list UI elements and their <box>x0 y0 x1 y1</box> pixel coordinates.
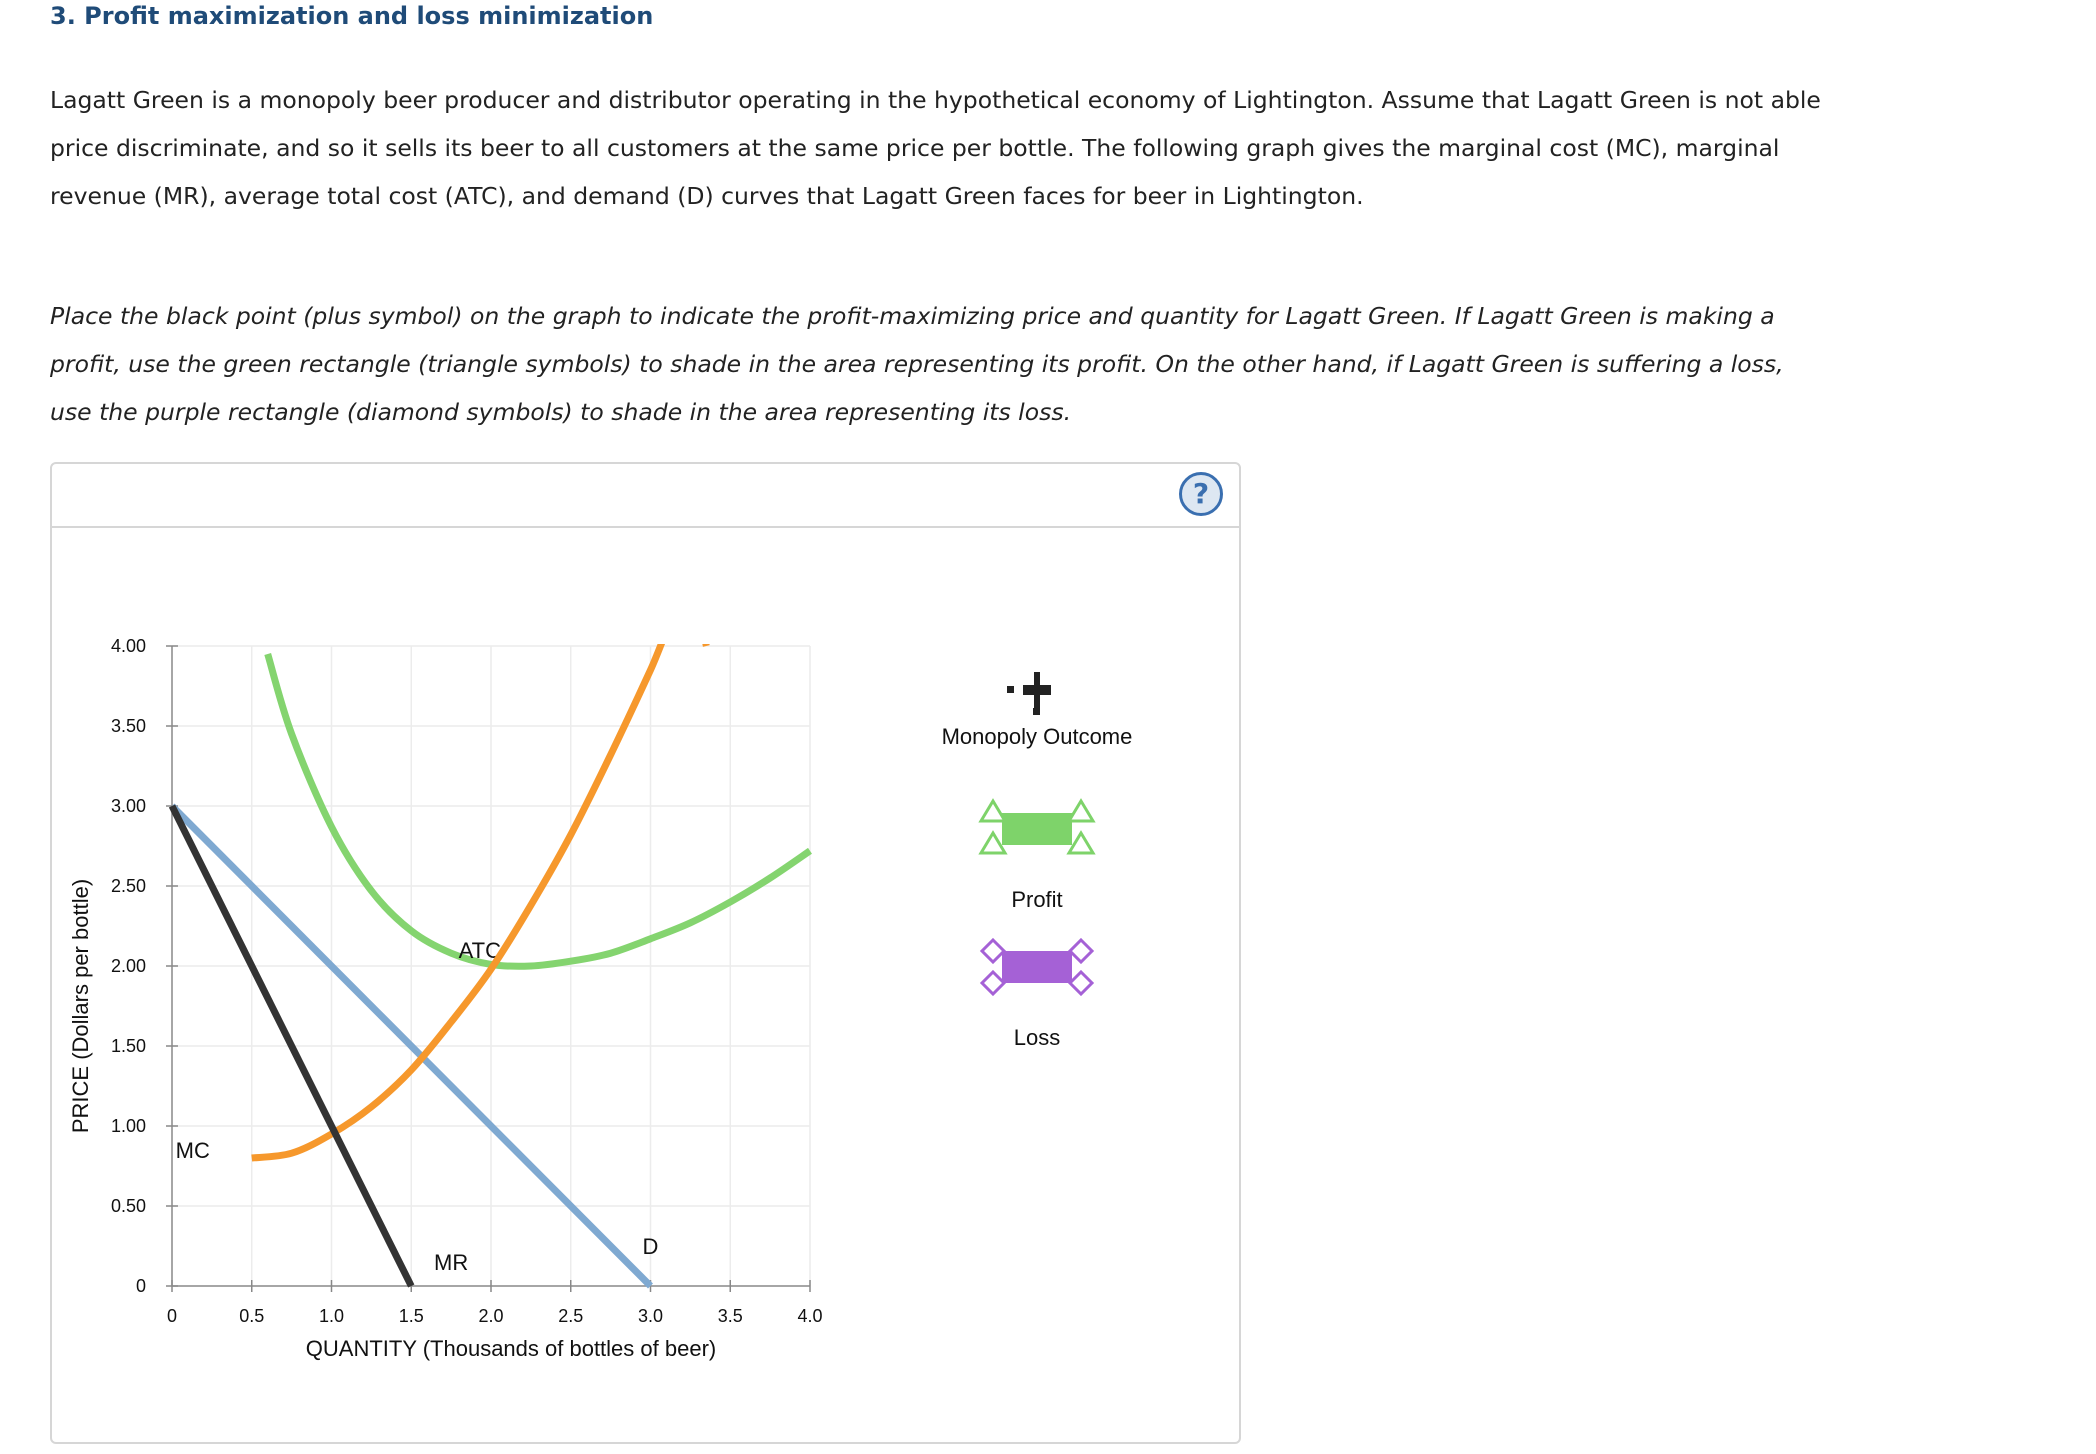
plus-point-icon[interactable] <box>1033 708 1040 715</box>
y-tick-label: 3.00 <box>110 796 146 816</box>
question-text-line: Lagatt Green is a monopoly beer producer and distributor operating in the hypothetical economy of Lightington. Assume that Lagatt Green is not able <box>50 86 1821 114</box>
y-tick-label: 1.50 <box>110 1036 146 1056</box>
purple-rectangle-diamonds-icon[interactable] <box>1002 951 1072 983</box>
y-tick-label: 2.50 <box>110 876 146 896</box>
mc-curve-label: MC <box>175 1138 210 1163</box>
triangle-handle-icon[interactable] <box>981 833 1005 853</box>
x-tick-label: 2.0 <box>478 1306 504 1326</box>
graph-canvas[interactable] <box>52 464 1239 1442</box>
page-title: 3. Profit maximization and loss minimization <box>50 2 654 30</box>
legend-label-profit: Profit <box>1011 887 1063 912</box>
y-tick-label: 3.50 <box>110 716 146 736</box>
legend-label-monopoly-outcome: Monopoly Outcome <box>941 724 1133 749</box>
instructions-text <box>50 292 1900 436</box>
y-tick-label: 0 <box>135 1276 146 1296</box>
atc-curve-label: ATC <box>458 938 502 963</box>
question-text-line: price discriminate, and so it sells its beer to all customers at the same price per bottle. The following graph gives the marginal cost (MC), marginal <box>50 134 1780 162</box>
x-axis-title: QUANTITY (Thousands of bottles of beer) <box>305 1336 717 1361</box>
y-axis-title: PRICE (Dollars per bottle) <box>68 878 93 1134</box>
triangle-handle-icon[interactable] <box>981 801 1005 821</box>
instructions-text-line: Place the black point (plus symbol) on the graph to indicate the profit-maximizing price and quantity for Lagatt Green. If Lagatt Green is making a <box>50 302 1775 330</box>
x-tick-label: 0.5 <box>239 1306 265 1326</box>
atc-curve <box>268 654 810 966</box>
x-tick-label: 1.0 <box>318 1306 345 1326</box>
triangle-handle-icon[interactable] <box>1069 833 1093 853</box>
mr-curve-label: MR <box>434 1250 469 1275</box>
x-tick-label: 3.5 <box>717 1306 743 1326</box>
x-tick-label: 0 <box>166 1306 178 1326</box>
plus-point-icon[interactable] <box>1033 685 1041 695</box>
diamond-handle-icon[interactable] <box>1070 940 1092 962</box>
instructions-text-line: use the purple rectangle (diamond symbols) to shade in the area representing its loss. <box>50 398 1072 426</box>
mc-curve <box>252 582 707 1158</box>
y-tick-label: 2.00 <box>110 956 146 976</box>
legend-label-loss: Loss <box>1013 1025 1061 1050</box>
y-tick-label: 0.50 <box>110 1196 146 1216</box>
diamond-handle-icon[interactable] <box>982 940 1004 962</box>
question-text <box>50 76 1900 220</box>
x-tick-label: 2.5 <box>558 1306 584 1326</box>
diamond-handle-icon[interactable] <box>982 972 1004 994</box>
triangle-handle-icon[interactable] <box>1069 801 1093 821</box>
y-tick-label: 4.00 <box>110 636 146 656</box>
plus-point-icon[interactable] <box>1007 686 1014 693</box>
d-curve-label: D <box>642 1234 659 1259</box>
instructions-text-line: profit, use the green rectangle (triangle symbols) to shade in the area representing its profit. On the other hand, if Lagatt Green is suffering a loss, <box>50 350 1784 378</box>
question-text-line: revenue (MR), average total cost (ATC), and demand (D) curves that Lagatt Green faces for beer in Lightington. <box>50 182 1364 210</box>
diamond-handle-icon[interactable] <box>1070 972 1092 994</box>
graph-panel <box>50 462 1241 1444</box>
help-button[interactable]: ? <box>1179 472 1223 516</box>
x-tick-label: 1.5 <box>398 1306 424 1326</box>
y-tick-label: 1.00 <box>110 1116 146 1136</box>
x-tick-label: 3.0 <box>637 1306 664 1326</box>
green-rectangle-triangles-icon[interactable] <box>1002 813 1072 845</box>
x-tick-label: 4.0 <box>797 1306 823 1326</box>
